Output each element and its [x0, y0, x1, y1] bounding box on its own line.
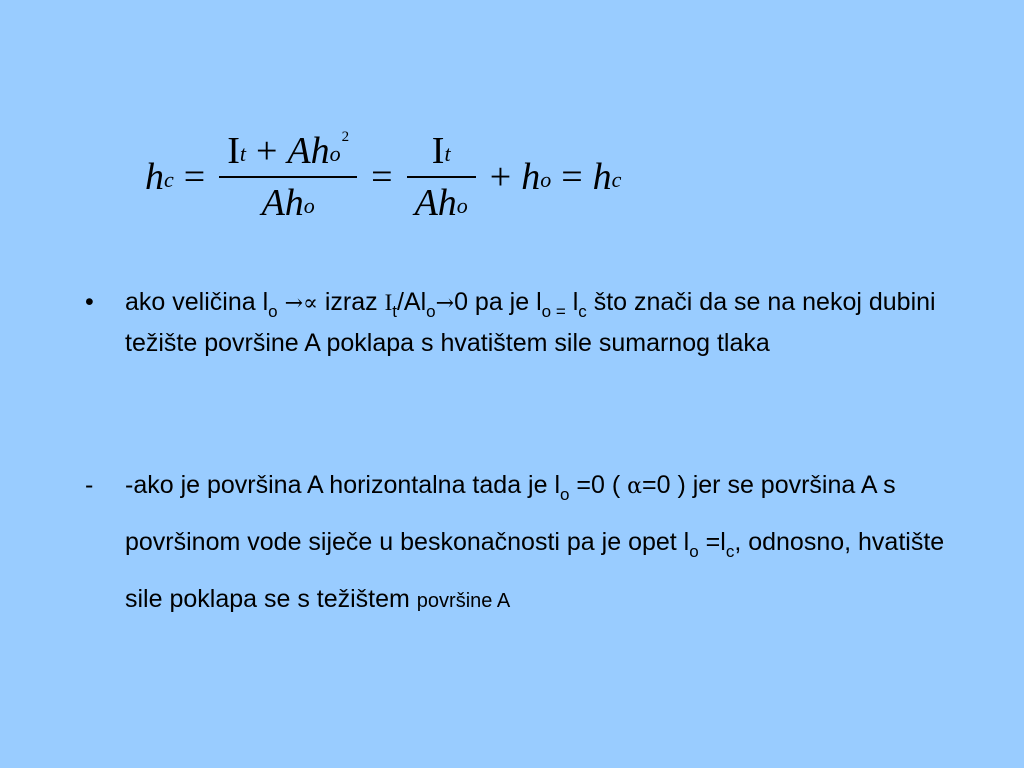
arrow-symbol: → [435, 291, 455, 316]
formula [145, 118, 621, 236]
bullet-1-text [125, 283, 965, 362]
formula-fraction-2 [407, 126, 476, 228]
bullet-dot: • [85, 288, 94, 316]
b1-s4: o = [541, 302, 566, 321]
num2-I-sub: t [444, 141, 451, 167]
den-A: A [261, 181, 285, 224]
b1-s2: t [392, 302, 397, 321]
num-h-sub: o [329, 141, 341, 167]
den-h-sub: o [303, 192, 315, 218]
b2-s3: c [725, 542, 735, 561]
num-plus: + [255, 130, 278, 173]
formula-hc-sub: c [164, 167, 174, 192]
den2-h-sub: o [456, 192, 468, 218]
arrow-proportional-symbol: →∝ [284, 291, 318, 316]
formula-rhs-sub: c [611, 167, 622, 192]
b1-t3: /Al [396, 288, 427, 316]
num-exponent: 2 [341, 128, 350, 145]
b2-t1: -ako je površina A horizontalna tada je l [125, 471, 560, 499]
bullet-2-text [125, 458, 965, 628]
alpha-symbol: α [627, 474, 642, 499]
formula-ho-var: h [521, 156, 541, 198]
formula-equals-2: = [371, 156, 393, 198]
b1-s1: o [268, 302, 278, 321]
b1-s5: c [578, 302, 587, 321]
b1-s3: o [426, 302, 436, 321]
num-A: A [287, 130, 311, 173]
b1-serif-I: I [384, 290, 393, 315]
b2-t4: =l [698, 528, 726, 556]
den2-h: h [437, 181, 457, 224]
fraction-2-numerator [424, 126, 459, 176]
b2-s2: o [689, 542, 699, 561]
b2-s1: o [560, 485, 570, 504]
formula-hc-var: h [145, 156, 164, 198]
formula-rhs-var: h [592, 156, 612, 198]
b2-t5: , odnosno, hvatište sile poklapa se s težištem [125, 528, 945, 613]
b2-t6: površine A [416, 590, 511, 612]
bullet-paragraph-1 [85, 283, 965, 362]
formula-ho-sub: o [540, 167, 552, 192]
b1-t1: ako veličina l [125, 288, 269, 316]
formula-fraction-1 [219, 126, 357, 228]
num-I: I [227, 130, 240, 173]
formula-equals-3: = [561, 156, 583, 198]
fraction-2-denominator [407, 178, 476, 228]
b1-t4: 0 pa je l [454, 288, 542, 316]
den-h: h [284, 181, 304, 224]
num2-I: I [431, 130, 445, 173]
fraction-1-denominator [254, 178, 323, 228]
b1-t6: što znači da se na nekoj dubini težište površine A poklapa s hvatištem sile sumarnog tlaka [125, 288, 936, 357]
fraction-1-numerator [219, 126, 357, 176]
num-I-sub: t [239, 141, 246, 167]
bullet-paragraph-2 [85, 458, 965, 628]
num-h: h [310, 130, 330, 173]
formula-plus: + [489, 156, 512, 198]
b2-t3: =0 ) jer se površina A s površinom vode siječe u beskonačnosti pa je opet l [125, 471, 896, 556]
b1-t5: l [565, 288, 579, 316]
b2-t2: =0 ( [569, 471, 628, 499]
dash-marker: - [85, 471, 94, 499]
b1-t2: izraz [317, 288, 385, 316]
formula-equals-1: = [183, 156, 206, 198]
den2-A: A [414, 181, 438, 224]
